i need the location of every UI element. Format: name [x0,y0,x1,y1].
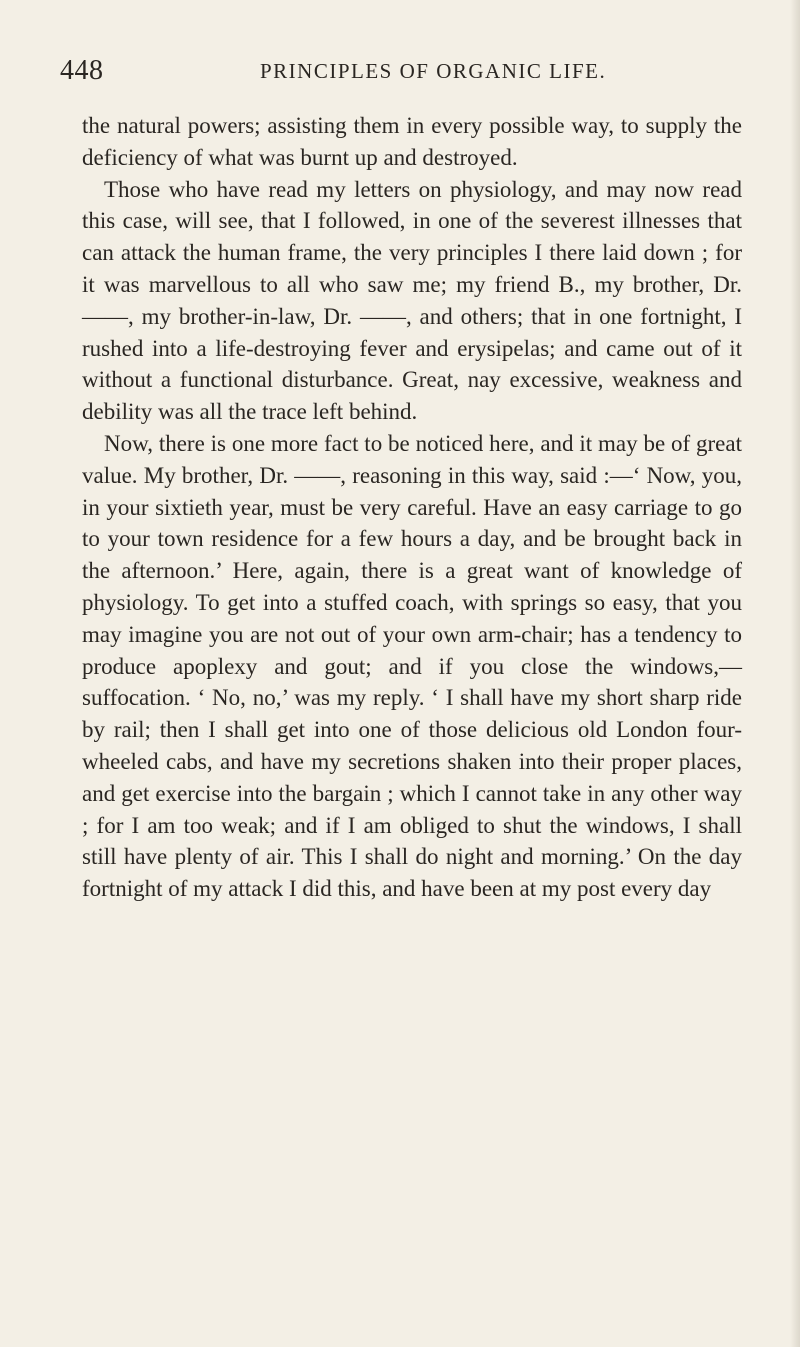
running-head [60,55,760,95]
paragraph-continued: the natural powers; assisting them in every possible way, to supply the deficiency of what was burnt up and destroyed. [82,113,742,170]
paragraph: Those who have read my letters on physiology, and may now read this case, will see, that I followed, in one of the severest illnesses that can attack the human frame, the very principles I there laid down ; for it was marvellous to all who saw me; my friend B., my brother, Dr. ——, my brother-in-law, Dr. ——, and others; that in one fortnight, I rushed into a life-destroying fever and erysipelas; and came out of it without a functional disturbance. Great, nay excessive, weakness and debility was all the trace left behind. [82,176,742,425]
body-text [82,110,742,905]
page-edge-shadow [790,0,800,1347]
page-number: 448 [60,55,104,86]
running-title: PRINCIPLES OF ORGANIC LIFE. [260,59,607,83]
paragraph: Now, there is one more fact to be noticed here, and it may be of great value. My brother, Dr. ——, reasoning in this way, said :—‘ Now, you, in your sixtieth year, must be very careful. Have an easy carriage to go to your town residence for a few hours a day, and be brought back in the afternoon.’ Here, again, there is a great want of knowledge of physiology. To get into a stuffed coach, with springs so easy, that you may imagine you are not out of your own arm-chair; has a tendency to produce apoplexy and gout; and if you close the windows,—suffocation. ‘ No, no,’ was my reply. ‘ I shall have my short sharp ride by rail; then I shall get into one of those delicious old London four-wheeled cabs, and have my secretions shaken into their proper places, and get exercise into the bargain ; which I cannot take in any other way ; for I am too weak; and if I am obliged to shut the windows, I shall still have plenty of air. This I shall do night and morning.’ On the day fortnight of my attack I did this, and have been at my post every day [82,430,742,902]
